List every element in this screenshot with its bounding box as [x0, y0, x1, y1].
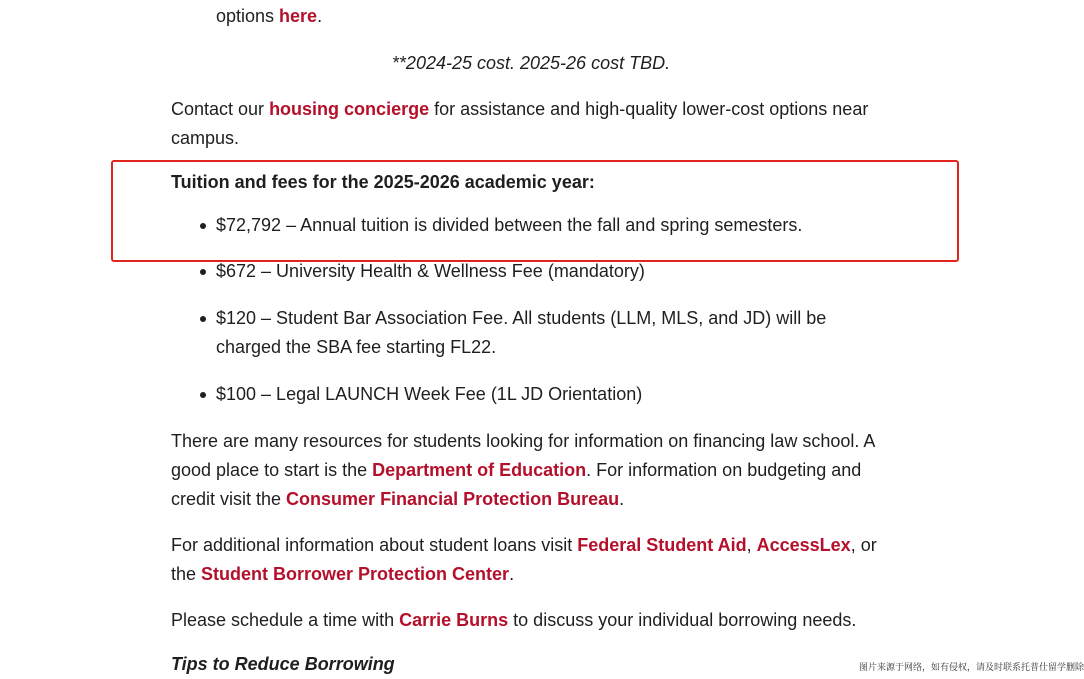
resources-text-2: . For information on budgeting and credit visit the [171, 460, 862, 509]
options-text: options [216, 6, 280, 26]
bullet-icon [200, 392, 206, 398]
loans-text-3: . [509, 564, 515, 584]
fee-item-text: $120 – Student Bar Association Fee. All students (LLM, MLS, and JD) will be charged the SBA fee starting FL22. [216, 308, 827, 357]
loans-sep: , [746, 535, 757, 555]
cfpb-link[interactable]: Consumer Financial Protection Bureau [286, 489, 620, 509]
options-line [216, 2, 322, 31]
accesslex-link[interactable]: AccessLex [756, 535, 851, 555]
federal-student-aid-link[interactable]: Federal Student Aid [577, 535, 747, 555]
carrie-burns-link[interactable]: Carrie Burns [399, 610, 509, 630]
fee-item-text: $72,792 – Annual tuition is divided between the fall and spring semesters. [216, 215, 803, 235]
tips-heading: Tips to Reduce Borrowing [171, 654, 395, 674]
fee-item-text: $672 – University Health & Wellness Fee (mandatory) [216, 261, 645, 281]
schedule-text-2: to discuss your individual borrowing needs. [508, 610, 857, 630]
resources-text-3: . [619, 489, 625, 509]
housing-concierge-link[interactable]: housing concierge [269, 99, 430, 119]
resources-paragraph [171, 427, 891, 514]
bullet-icon [200, 269, 206, 275]
loans-text-1: For additional information about student loans visit [171, 535, 578, 555]
bullet-icon [200, 316, 206, 322]
highlight-box [111, 160, 959, 262]
student-borrower-protection-center-link[interactable]: Student Borrower Protection Center [201, 564, 510, 584]
tuition-heading: Tuition and fees for the 2025-2026 academic year: [171, 172, 595, 192]
housing-prefix: Contact our [171, 99, 270, 119]
fee-item-sba [216, 304, 896, 362]
fee-item-launch [216, 380, 896, 409]
housing-suffix: for assistance and high-quality lower-cost options near campus. [171, 99, 869, 148]
loans-text-2: , or the [171, 535, 877, 584]
resources-text-1: There are many resources for students looking for information on financing law school. A good place to start is the [171, 431, 875, 480]
schedule-paragraph [171, 606, 891, 635]
options-period: . [317, 6, 323, 26]
housing-paragraph [171, 95, 891, 153]
department-of-education-link[interactable]: Department of Education [372, 460, 587, 480]
cost-note: **2024-25 cost. 2025-26 cost TBD. [391, 53, 671, 73]
fee-item-text: $100 – Legal LAUNCH Week Fee (1L JD Orientation) [216, 384, 643, 404]
loans-paragraph [171, 531, 891, 589]
watermark: 图片来源于网络，如有侵权，请及时联系托普仕留学删除 [858, 662, 1084, 672]
schedule-text-1: Please schedule a time with [171, 610, 400, 630]
here-link[interactable]: here [279, 6, 318, 26]
